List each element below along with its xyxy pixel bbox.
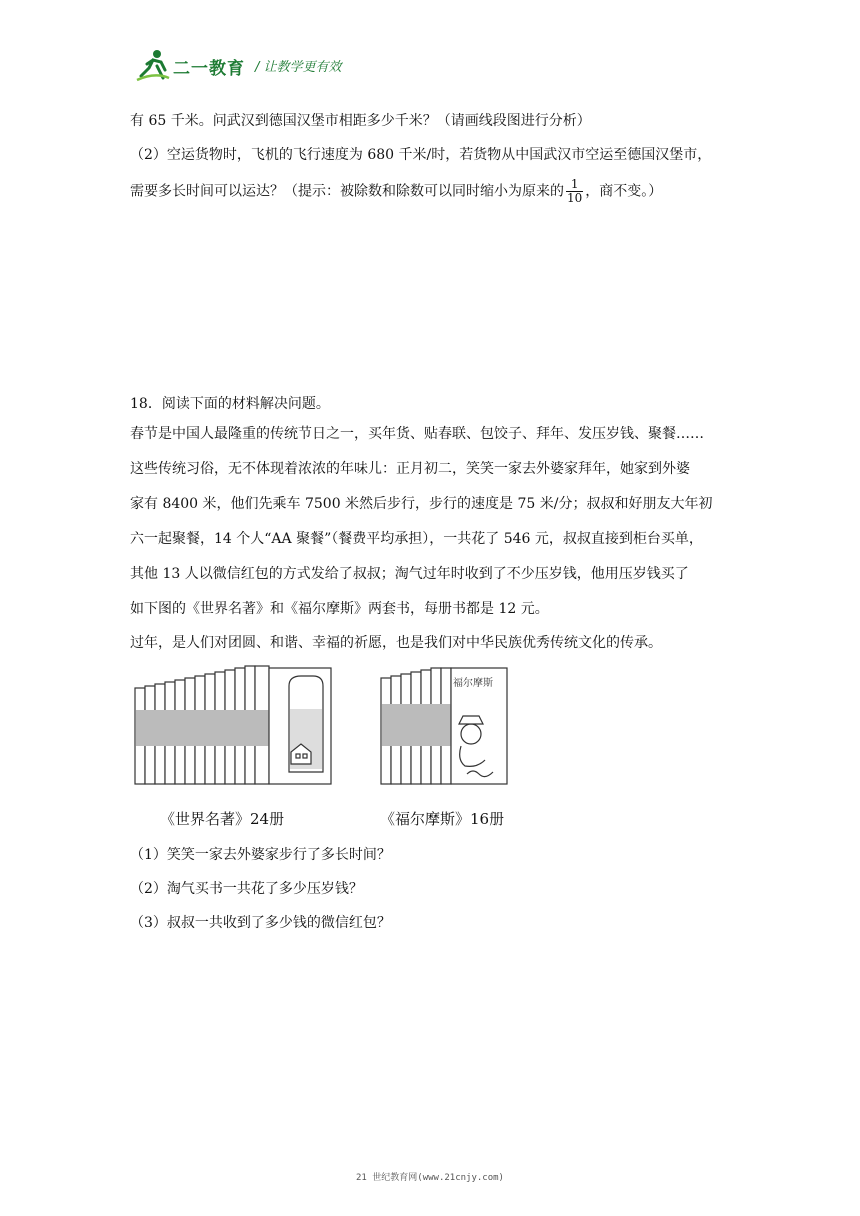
- q18-line: 六一起聚餐，14 个人“AA 聚餐”（餐费平均承担），一共花了 546 元，叔叔直接到柜台买单，: [130, 531, 703, 547]
- q18-subquestion-3: （3）叔叔一共收到了多少钱的微信红包？: [130, 915, 391, 931]
- sherlock-box-label: 福尔摩斯: [453, 678, 493, 689]
- q18-line: 春节是中国人最隆重的传统节日之一，买年货、贴春联、包饺子、拜年、发压岁钱、聚餐……: [130, 426, 704, 442]
- brand-name: 二一教育: [173, 59, 245, 79]
- q18-title: 18．阅读下面的材料解决问题。: [130, 396, 330, 412]
- world-classics-book-set: [135, 666, 331, 784]
- q17-part2-line1: （2）空运货物时，飞机的飞行速度为 680 千米/时，若货物从中国武汉市空运至德国汉堡市，: [130, 147, 712, 163]
- q17-part2-text-before: 需要多长时间可以运达？（提示：被除数和除数可以同时缩小为原来的: [130, 183, 564, 200]
- q18-line: 这些传统习俗，无不体现着浓浓的年味儿：正月初二，笑笑一家去外婆家拜年，她家到外婆: [130, 461, 690, 477]
- q18-line: 过年，是人们对团圆、和谐、幸福的祈愿，也是我们对中华民族优秀传统文化的传承。: [130, 635, 662, 651]
- fraction-numerator: 1: [566, 178, 583, 192]
- q18-line: 如下图的《世界名著》和《福尔摩斯》两套书，每册书都是 12 元。: [130, 601, 549, 617]
- sherlock-caption: 《福尔摩斯》16册: [380, 810, 505, 828]
- q18-subquestion-2: （2）淘气买书一共花了多少压岁钱？: [130, 881, 363, 897]
- fraction: [566, 178, 583, 205]
- brand-slogan: / 让教学更有效: [255, 60, 342, 75]
- q17-part2-line2: [130, 178, 662, 205]
- page-header: [135, 48, 455, 84]
- q18-subquestion-1: （1）笑笑一家去外婆家步行了多长时间？: [130, 847, 391, 863]
- world-classics-caption: 《世界名著》24册: [160, 810, 285, 828]
- fraction-denominator: 10: [567, 191, 583, 205]
- page-footer: 21 世纪教育网(www.21cnjy.com): [356, 1173, 504, 1183]
- q18-line: 其他 13 人以微信红包的方式发给了叔叔；淘气过年时收到了不少压岁钱，他用压岁钱买了: [130, 566, 689, 582]
- q17-line1: 有 65 千米。问武汉到德国汉堡市相距多少千米？（请画线段图进行分析）: [130, 113, 591, 129]
- q17-part2-text-after: ，商不变。）: [585, 183, 663, 200]
- q18-line: 家有 8400 米，他们先乘车 7500 米然后步行，步行的速度是 75 米/分；叔叔和好朋友大年初: [130, 496, 713, 512]
